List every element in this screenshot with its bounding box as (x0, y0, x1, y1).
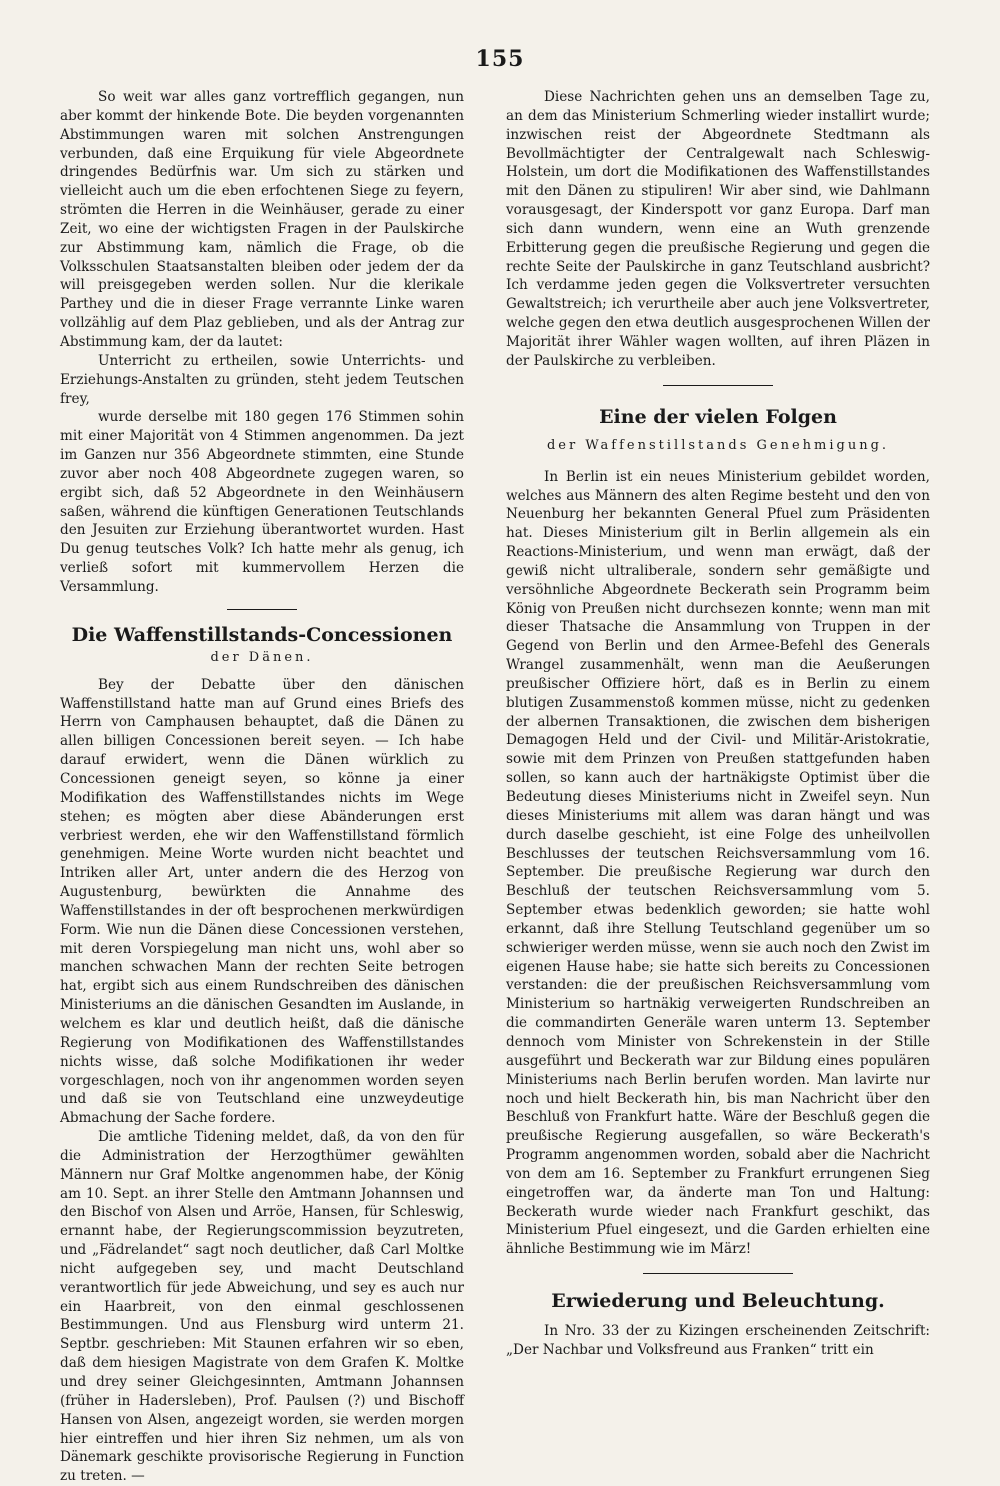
right-column (506, 88, 930, 1360)
paragraph: Die amtliche Tidening meldet, daß, da von den für die Administration der Herzogthümer gewählten Männern nur Graf Moltke angenommen habe, der König am 10. Sept. an ihrer Stelle den Amtmann Johannsen und den Bischof von Alsen und Arröe, Hansen, für Schleswig, ernannt habe, der Regierungscommission beyzutreten, und „Fädrelandet“ sagt noch deutlicher, daß Carl Moltke nicht aufgegeben sey, und macht Deutschland verantwortlich für jede Abweichung, und sey es auch nur ein Haarbreit, von den einmal geschlossenen Bestimmungen. Und aus Flensburg wird unterm 21. Septbr. geschrieben: Mit Staunen erfahren wir so eben, daß dem hiesigen Magistrate von dem Grafen K. Moltke und drey seiner Gleichgesinnten, Amtmann Johannsen (früher in Hadersleben), Prof. Paulsen (?) und Bischoff Hansen von Alsen, angezeigt worden, sie werden morgen hier eintreffen und hier ihren Siz nehmen, um als von Dänemark geschikte provisorische Regierung in Function zu treten. — (60, 1129, 464, 1485)
section-divider (643, 1273, 793, 1274)
paragraph: Diese Nachrichten gehen uns an demselben Tage zu, an dem das Ministerium Schmerling wieder installirt wurde; inzwischen reist der Abgeordnete Stedtmann als Bevollmächtigter der Centralgewalt nach Schleswig-Holstein, um dort die Modifikationen des Waffenstillstandes mit den Dänen zu stipuliren! Wir aber sind, wie Dahlmann vorausgesagt, der Kinderspott vor ganz Europa. Darf man sich dann wundern, wenn eine an Wuth grenzende Erbitterung gegen die preußische Regierung und gegen die rechte Seite der Paulskirche in ganz Teutschland ausbricht? Ich verdamme jeden gegen die Volksvertreter versuchten Gewaltstreich; ich verurtheile aber auch jene Volksvertreter, welche gegen den etwa deutlich ausgesprochenen Willen der Majorität ihrer Wähler wagen wollten, auf ihren Pläzen in der Paulskirche zu verbleiben. (506, 89, 930, 369)
paragraph: So weit war alles ganz vortrefflich gegangen, nun aber kommt der hinkende Bote. Die beyden vorgenannten Abstimmungen waren mit solchen Anstrengungen verbunden, daß eine Erquikung für viele Abgeordnete dringendes Bedürfnis war. Um sich zu stärken und vielleicht auch um die eben erfochtenen Siege zu feyern, strömten die Herren in die Weinhäuser, gerade zu einer Zeit, wo eine der wichtigsten Fragen in der Paulskirche zur Abstimmung kam, nämlich die Frage, ob die Volksschulen Staatsanstalten bleiben oder jedem der da will preisgegeben werden sollen. Nur die klerikale Parthey und die in dieser Frage verrannte Linke waren vollzählig auf dem Plaz geblieben, und als der Antrag zur Abstimmung kam, der da lautet: (60, 89, 464, 350)
article-heading: Erwiederung und Beleuchtung. (551, 1290, 885, 1313)
paragraph: wurde derselbe mit 180 gegen 176 Stimmen sohin mit einer Majorität von 4 Stimmen angenommen. Da jezt im Ganzen nur 356 Abgeordnete stimmten, eine Stunde zuvor aber noch 408 Abgeordnete zugegen waren, so ergibt sich, daß 52 Abgeordnete in den Weinhäusern saßen, während die künftigen Generationen Teutschlands den Jesuiten zur Erziehung überantwortet wurden. Hast Du genug teutsches Volk? Ich hatte mehr als genug, ich verließ sofort mit kummervollem Herzen die Versammlung. (60, 409, 464, 595)
article-subheading: der Dänen. (210, 649, 314, 665)
paragraph: Bey der Debatte über den dänischen Waffenstillstand hatte man auf Grund eines Briefs des Herrn von Camphausen behauptet, daß die Dänen zu allen billigen Concessionen bereit seyen. — Ich habe darauf erwidert, wenn die Dänen würklich zu Concessionen geneigt seyen, so könne ja einer Modifikation des Waffenstillstandes nichts im Wege stehen; es mögten aber diese Abänderungen erst verbriest werden, ehe wir den Waffenstillstand förmlich genehmigen. Meine Worte wurden nicht beachtet und Intriken aller Art, unter andern die des Herzog von Augustenburg, bewürkten die Annahme des Waffenstillstandes in der oft besprochenen merkwürdigen Form. Wie nun die Dänen diese Concessionen verstehen, mit deren Vorspiegelung man nicht uns, wohl aber so manchen schwachen Mann der rechten Seite betrogen hat, ergibt sich aus einem Rundschreiben des dänischen Ministeriums an die dänischen Gesandten im Auslande, in welchem es klar und deutlich heißt, daß die dänische Regierung von Modifikationen des Waffenstillstandes nichts wisse, daß solche Modifikationen ihr weder vorgeschlagen, noch von ihr angenommen worden seyen und daß sie von Teutschland eine unzweydeutige Abmachung der Sache fordere. (60, 676, 464, 1127)
article-subheading: der Waffenstillstands Genehmigung. (546, 437, 890, 453)
paragraph: In Berlin ist ein neues Ministerium gebildet worden, welches aus Männern des alten Regime besteht und den von Neuenburg her bekannten General Pfuel zum Präsidenten hat. Dieses Ministerium gilt in Berlin allgemein als ein Reactions-Ministerium, und wenn man erwägt, daß der gewiß nicht ultraliberale, sondern sehr gemäßigte und versöhnliche Abgeordnete Beckerath sein Programm beim König von Preußen nicht durchsezen konnte; wenn man mit dieser Thatsache die Ansammlung von Truppen in der Gegend von Berlin und den Armee-Befehl des Generals Wrangel zusammenhält, wenn man die Aeußerungen preußischer Offiziere hört, daß es in Berlin zu einem blutigen Zusammenstoß kommen müsse, nicht zu gedenken der albernen Transaktionen, die zwischen dem bisherigen Demagogen Held und der Civil- und Militär-Aristokratie, sowie mit dem Prinzen von Preußen stattgefunden haben sollen, so kann auch der hartnäkigste Optimist über die Bedeutung dieses Ministeriums nicht in Zweifel seyn. Nun dieses Ministeriums mit allem was daran hängt und was durch daselbe geschieht, ist eine Folge des unheilvollen Beschlusses der teutschen Reichsversammlung vom 16. September. Die preußische Regierung war durch den Beschluß der teutschen Reichsversammlung vom 5. September etwas bedenklich geworden; sie hatte wohl erkannt, daß ihre Stellung Teutschland gegenüber um so schwieriger werden müsse, wenn sie auch noch den Zwist im eigenen Hause habe; sie hatte sich bereits zu Concessionen verstanden: die der preußischen Reichsversammlung vom Ministerium so hartnäkig verweigerten Rundschreiben an die commandirten Generäle waren unterm 13. September dennoch vom Minister von Schrekenstein in der Stille ausgeführt und Beckerath war zur Bildung eines populären Ministeriums nach Berlin berufen worden. Man lavirte nur noch und hielt Beckerath hin, bis man Nachricht über den Beschluß von Frankfurt hatte. Wäre der Beschluß gegen die preußische Regierung ausgefallen, so wäre Beckerath's Programm angenommen worden, sobald aber die Nachricht von dem am 16. September zu Frankfurt errungenen Sieg eingetroffen war, da änderte man Ton und Haltung: Beckerath wurde wieder nach Frankfurt geschikt, das Ministerium Pfuel eingesezt, und die Garden erhielten eine ähnliche Bestimmung wie im März! (506, 468, 930, 1258)
article-heading: Eine der vielen Folgen (599, 405, 837, 428)
left-column (60, 88, 464, 1486)
quoted-motion: Unterricht zu ertheilen, sowie Unterrichts- und Erziehungs-Anstalten zu gründen, steht jedem Teutschen frey, (60, 352, 464, 407)
section-divider (663, 385, 773, 386)
page-number: 155 (475, 46, 525, 72)
paragraph: In Nro. 33 der zu Kizingen erscheinenden Zeitschrift: „Der Nachbar und Volksfreund aus Franken“ tritt ein (506, 1323, 930, 1358)
section-divider (227, 609, 297, 610)
article-heading: Die Waffenstillstands-Concessionen (71, 623, 453, 646)
